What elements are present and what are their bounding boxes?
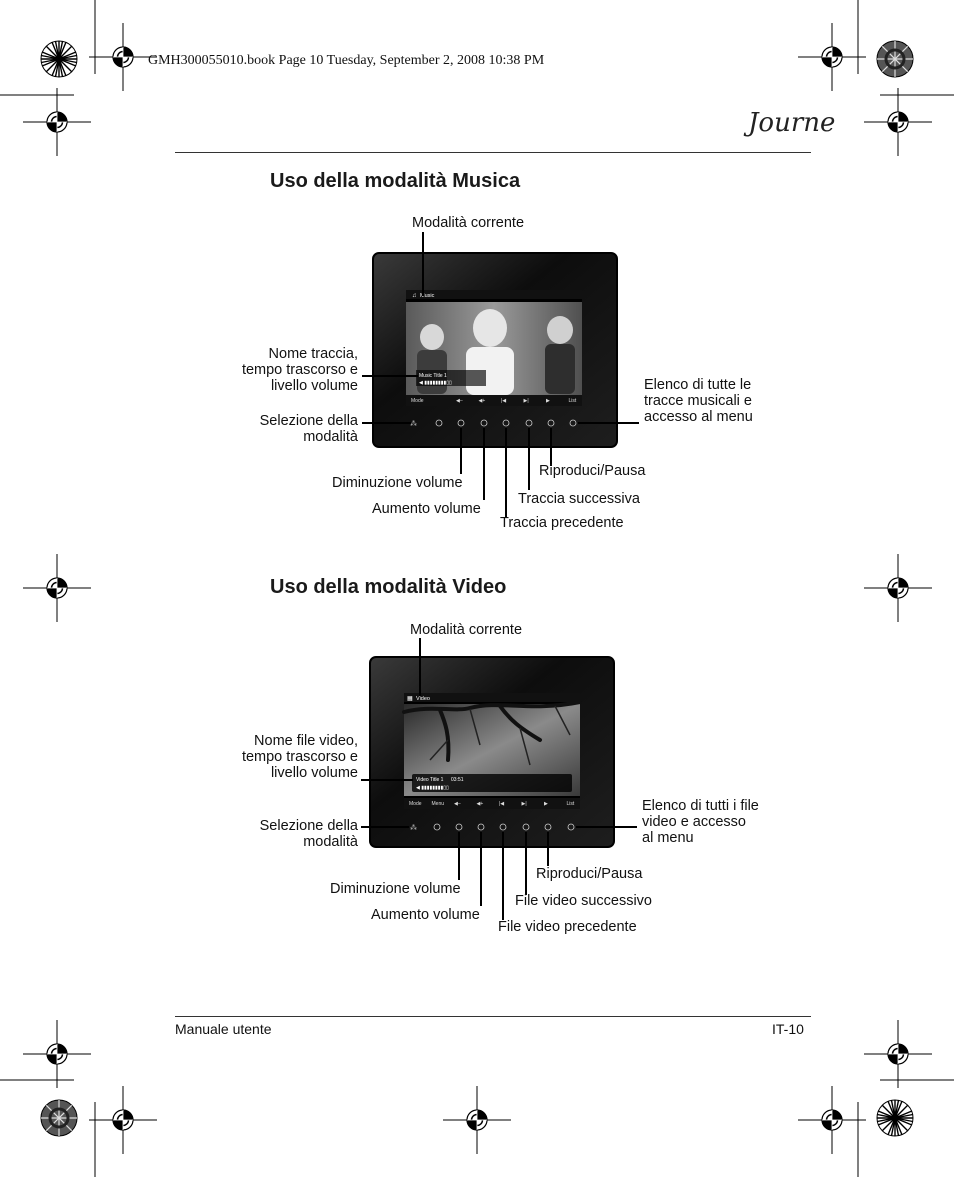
video-label-mode-select: Selezione della modalità <box>259 818 358 850</box>
music-label-mode-select: Selezione della modalità <box>259 413 358 445</box>
video-label-file-info: Nome file video, tempo trascorso e livello volume <box>241 733 358 781</box>
print-header: GMH300055010.book Page 10 Tuesday, September 2, 2008 10:38 PM <box>148 53 545 68</box>
video-label-previous: File video precedente <box>498 919 637 935</box>
video-screen-bar-label: ◀– <box>454 801 461 807</box>
video-screen-file-title: Video Title 1 <box>416 777 444 783</box>
video-screen-bar-label: |◀ <box>499 801 505 807</box>
video-label-current-mode: Modalità corrente <box>410 622 523 638</box>
music-screen-mode-label: Music <box>420 293 435 299</box>
music-label-volume-up: Aumento volume <box>372 501 481 517</box>
music-label-current-mode: Modalità corrente <box>412 215 525 231</box>
music-label-volume-down: Diminuzione volume <box>332 475 463 491</box>
music-screen-bar-label: ◀+ <box>478 398 486 404</box>
brand-logo: Journe <box>748 108 836 138</box>
music-label-previous: Traccia precedente <box>500 515 624 531</box>
music-screen-bar-label: ▶| <box>523 398 529 404</box>
music-label-track-list: Elenco di tutte le tracce musicali e accesso al menu <box>644 377 753 425</box>
video-label-file-list: Elenco di tutti i file video e accesso al menu <box>642 798 759 846</box>
video-screen-bar-label: ▶ <box>544 801 548 807</box>
svg-text:♫: ♫ <box>412 293 417 299</box>
footer-title: Manuale utente <box>175 1021 272 1037</box>
video-screen-bar-label: Mode <box>409 801 422 807</box>
music-label-track-info: Nome traccia, tempo trascorso e livello volume <box>241 346 358 394</box>
svg-text:⁂: ⁂ <box>410 825 417 832</box>
video-label-volume-up: Aumento volume <box>371 907 480 923</box>
svg-text:◀ ▮▮▮▮▮▮▮▮▯▯: ◀ ▮▮▮▮▮▮▮▮▯▯ <box>419 380 452 386</box>
footer-rule <box>175 1016 811 1017</box>
video-screen-elapsed: 03:51 <box>451 777 464 783</box>
music-screen-bar-label: ◀– <box>456 398 463 404</box>
video-screen-mode-label: Video <box>416 696 430 702</box>
page-number: IT-10 <box>772 1021 804 1037</box>
music-screen-bar-label: |◀ <box>501 398 507 404</box>
svg-text:◀ ▮▮▮▮▮▮▮▮▯▯: ◀ ▮▮▮▮▮▮▮▮▯▯ <box>416 785 449 791</box>
video-label-play-pause: Riproduci/Pausa <box>536 866 643 882</box>
music-label-play-pause: Riproduci/Pausa <box>539 463 646 479</box>
video-screen-bar-label: Menu <box>431 801 445 807</box>
music-label-next: Traccia successiva <box>518 491 640 507</box>
video-section-title: Uso della modalità Video <box>270 576 507 598</box>
music-screen-bar-label: ▶ <box>546 398 550 404</box>
svg-text:▦: ▦ <box>407 696 413 702</box>
video-screen-bar-label: ◀+ <box>476 801 484 807</box>
video-label-next: File video successivo <box>515 893 652 909</box>
music-section-title: Uso della modalità Musica <box>270 170 521 192</box>
video-screen-bar-label: List <box>566 801 575 807</box>
video-screen-bar-label: ▶| <box>521 801 527 807</box>
video-label-volume-down: Diminuzione volume <box>330 881 461 897</box>
svg-text:⁂: ⁂ <box>410 421 417 428</box>
music-screen-bar-label: Mode <box>411 398 424 404</box>
music-screen-track-title: Music Title 1 <box>419 373 447 379</box>
music-screen-bar-label: List <box>568 398 577 404</box>
